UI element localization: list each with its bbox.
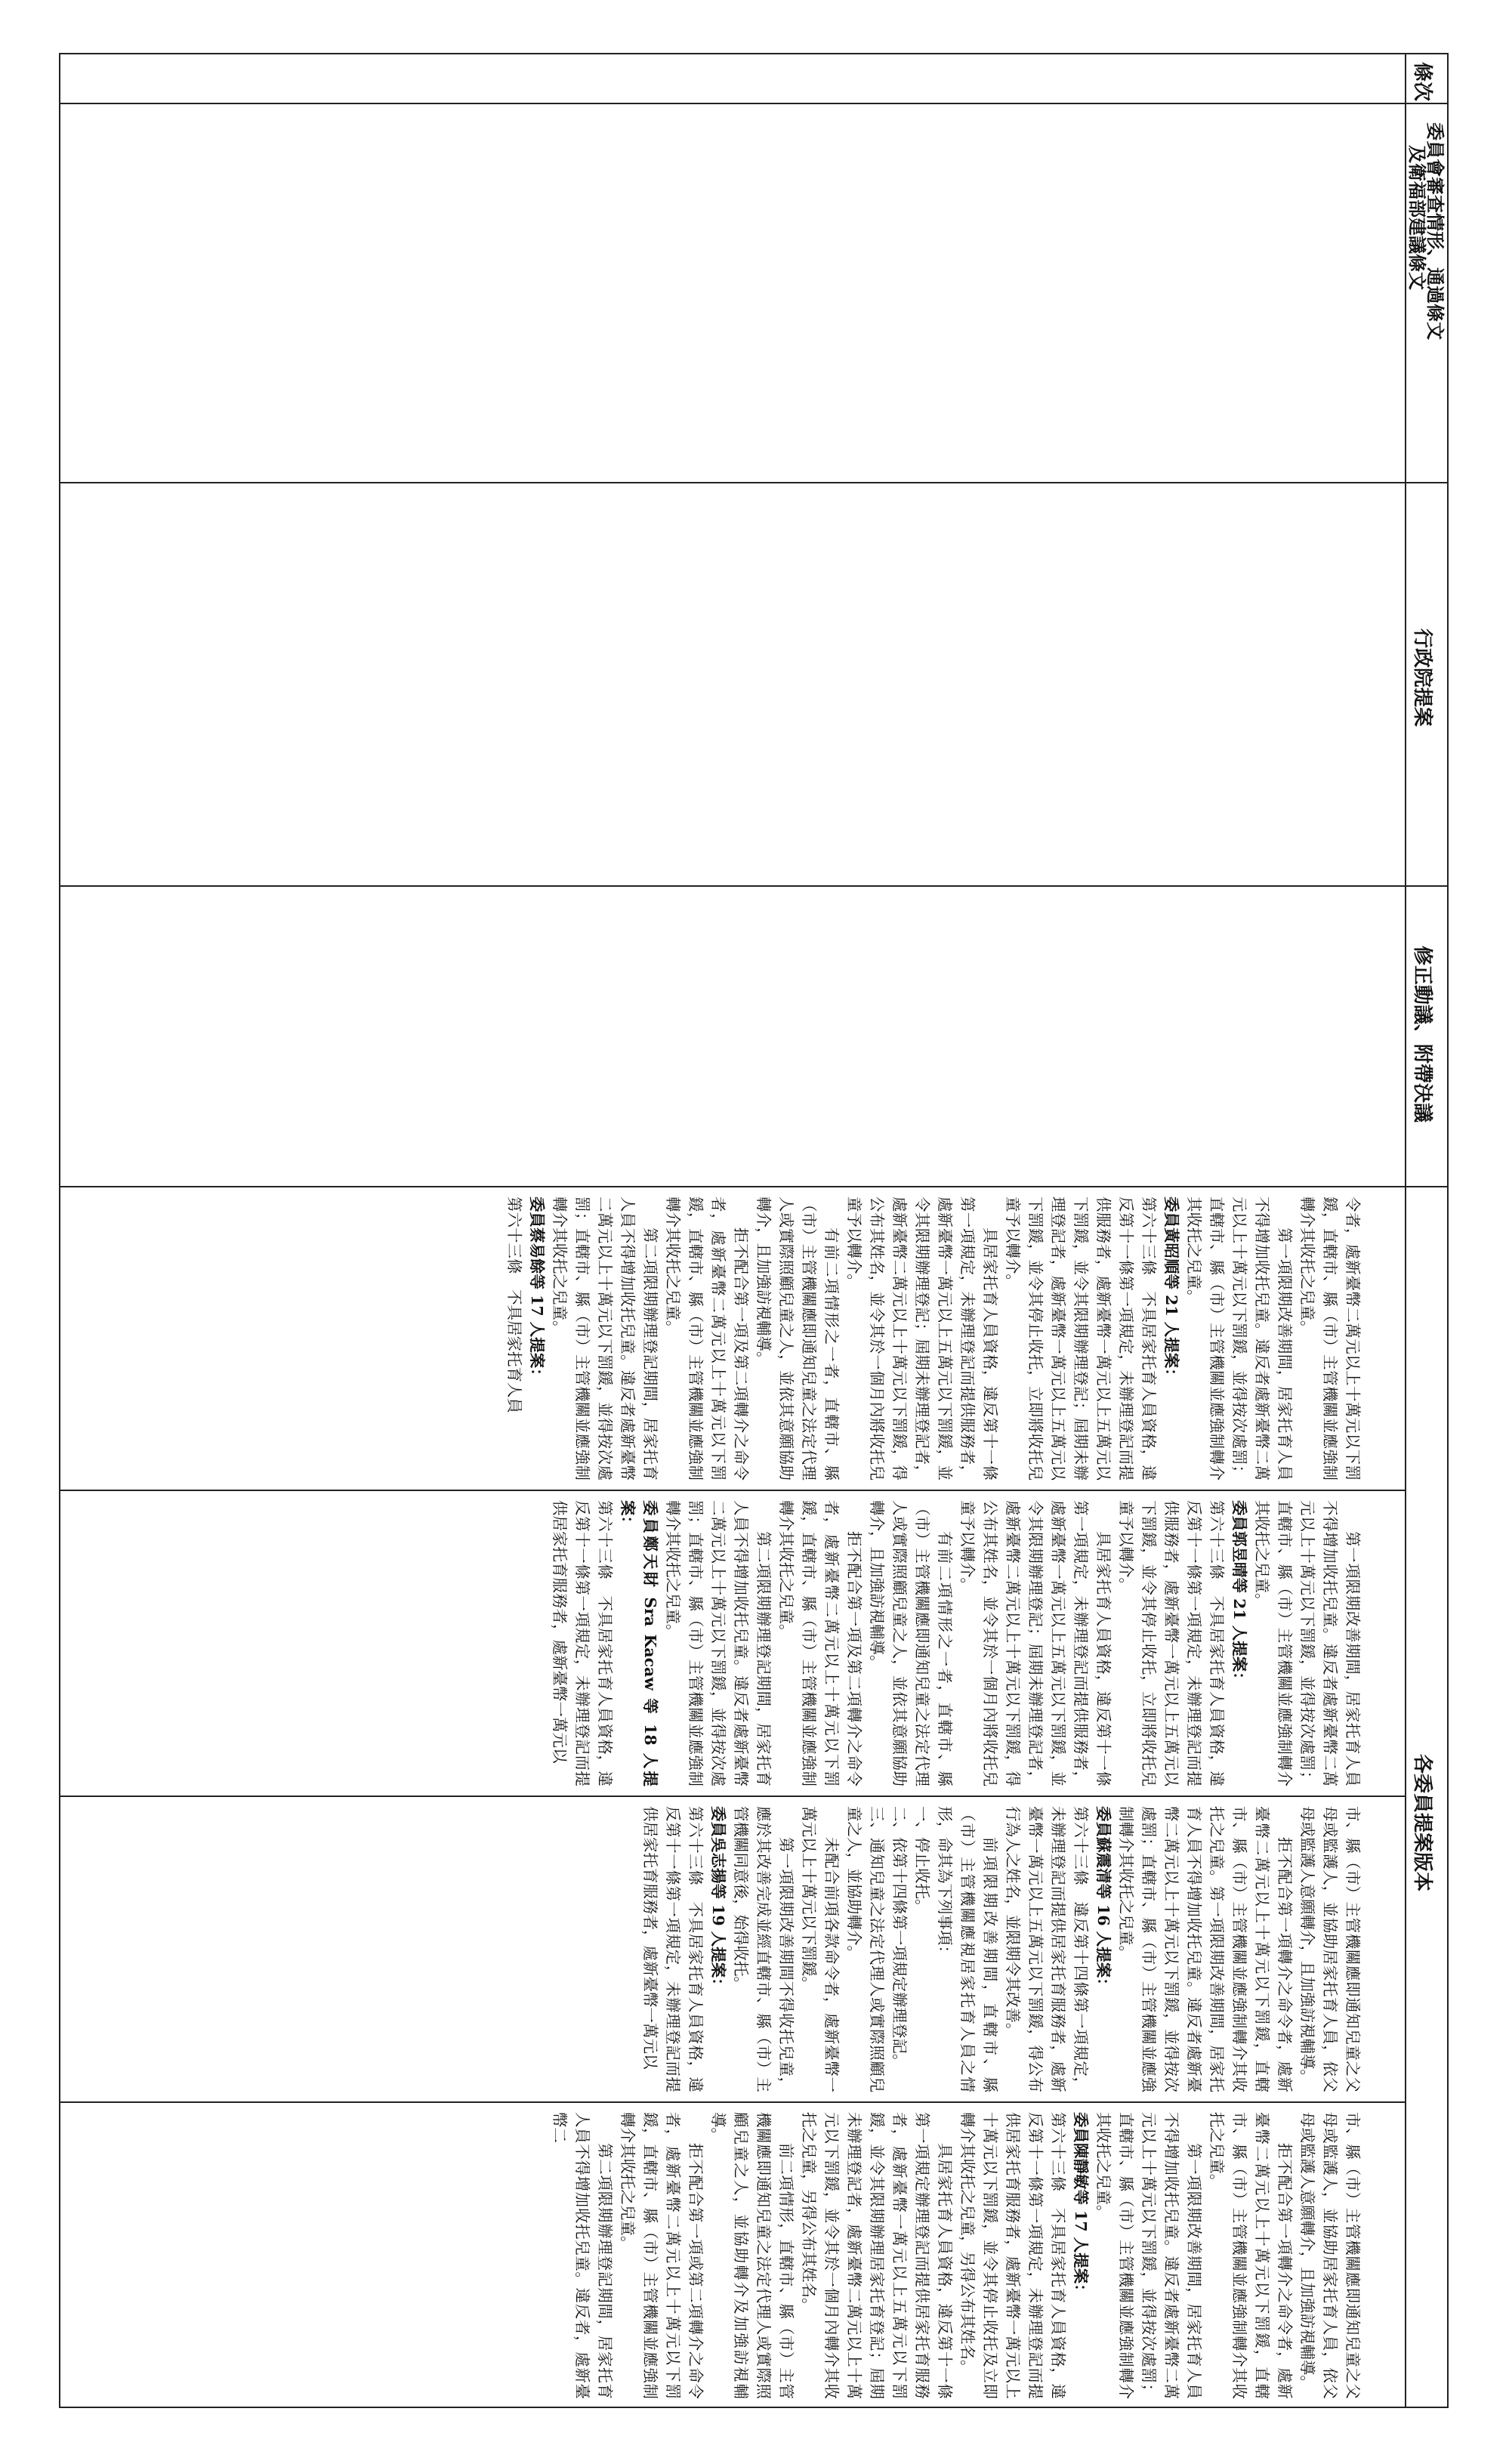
proposal-column-1: [76, 1187, 1364, 1490]
proposal-paragraph: 一、停止收托。: [913, 1806, 931, 1915]
proposal-paragraph: 拒不配合第一項轉介之命令者，處新臺幣二萬元以上十萬元以下罰鍰，直轄市、縣（市）主管機關並應強制轉介其收托之兒童。第一項限期改善期間，居家托育人員不得增加收托兒童。違反者處新臺幣二萬元以上十萬元以下罰鍰，並得按次處罰；直轄市、縣（市）主管機關並應強制轉介其收托之兒童。: [1117, 1806, 1294, 2092]
proposal-paragraph: 第六十三條 不具居家托育人員資格，違反第十一條第一項規定，未辦理登記而提供服務者，處新臺幣一萬元以上五萬元以下罰鍰，並令其限期辦理登記；屆期未辦理登記者，處新臺幣一萬元以上五萬元以下罰鍰，並令其停止收托，立即將收托兒童予以轉介。: [1004, 1196, 1158, 1481]
header-article: 條次: [1411, 62, 1433, 102]
proposer-heading: 委員蘇震清等 16 人提案：: [1094, 1806, 1112, 1993]
proposal-paragraph: 前項限期改善期間，直轄市、縣（市）主管機關應視居家托育人員之情形，命其為下列事項：: [936, 1806, 999, 2092]
header-review-line1: 委員會審查情形、通過條文: [1424, 122, 1446, 340]
proposal-paragraph: 第二項限期辦理登記期間，居家托育人員不得增加收托兒童。違反者處新臺幣二萬元以上十萬元以下罰鍰，並得按次處罰；直轄市、縣（市）主管機關並應強制轉介其收托之兒童。: [664, 1500, 773, 1786]
proposer-heading: 委員蔡易餘等 17 人提案：: [528, 1196, 546, 1384]
header-review: [1408, 122, 1444, 340]
proposal-paragraph: 第六十三條 不具居家托育人員資格，違反第十一條第一項規定，未辦理登記而提供居家托育服務者，處新臺幣一萬元以: [641, 1806, 705, 2092]
col-divider: [60, 482, 1447, 483]
col-divider: [60, 103, 1447, 104]
proposal-paragraph: 具居家托育人員資格，違反第十一條第一項規定辦理登記而提供居家托育服務者，處新臺幣一萬元以上五萬元以下罰鍰，並令其限期辦理居家托育登記；屆期未辦理登記者，處新臺幣二萬元以上十萬元以下罰鍰，並令其於一個月內轉介其收托之兒童，另得公布其姓名。: [800, 2112, 954, 2399]
proposal-paragraph: 前二項情形，直轄市、縣（市）主管機關應即通知兒童之法定代理人或實際照顧兒童之人，並協助轉介及加強訪視輔導。: [709, 2112, 795, 2399]
col-divider: [60, 885, 1447, 887]
proposal-paragraph: 拒不配合第一項及第二項轉介之命令者，處新臺幣二萬元以上十萬元以下罰鍰，直轄市、縣（市）主管機關並應強制轉介其收托之兒童。: [777, 1500, 863, 1786]
proposal-paragraph: 第一項限期改善期間，居家托育人員不得增加收托兒童。違反者處新臺幣二萬元以上十萬元以下罰鍰，並得按次處罰；直轄市、縣（市）主管機關並應強制轉介其收托之兒童。: [1094, 2112, 1203, 2399]
header-executive-yuan: 行政院提案: [1411, 628, 1433, 727]
proposal-paragraph: 有前二項情形之一者，直轄市、縣（市）主管機關應即通知兒童之法定代理人或實際照顧兒童之人，並依其意願協助轉介，且加強訪視輔導。: [754, 1196, 841, 1481]
proposal-paragraph: 具居家托育人員資格，違反第十一條第一項規定，未辦理登記而提供服務者，處新臺幣一萬元以上五萬元以下罰鍰，並令其限期辦理登記；屆期未辦理登記者，處新臺幣二萬元以上十萬元以下罰鍰，得公布其姓名，並令其於一個月內將收托兒童予以轉介。: [958, 1500, 1112, 1786]
comparison-table: [59, 53, 1449, 2408]
proposal-paragraph: 第二項限期辦理登記期間，居家托育人員不得增加收托兒童。違反者，處新臺幣二: [551, 2112, 614, 2399]
proposal-paragraph: 拒不配合第一項及第二項轉介之命令者，處新臺幣二萬元以上十萬元以下罰鍰，直轄市、縣（市）主管機關並應強制轉介其收托之兒童。: [664, 1196, 750, 1481]
proposer-heading: 委員郭昱晴等 21 人提案：: [1230, 1500, 1248, 1687]
proposal-column-4: [76, 2103, 1364, 2408]
proposal-paragraph: 拒不配合第一項或第二項轉介之命令者，處新臺幣二萬元以上十萬元以下罰鍰，直轄市、縣（市）主管機關並應強制轉介其收托之兒童。: [619, 2112, 705, 2399]
proposal-paragraph: 第一項限期改善期間，居家托育人員不得增加收托兒童。違反者處新臺幣二萬元以上十萬元以下罰鍰，並得按次處罰；直轄市、縣（市）主管機關並應強制轉介其收托之兒童。: [1185, 1196, 1294, 1481]
proposal-paragraph: 三、通知兒童之法定代理人或實際照顧兒童之人，並協助轉介。: [845, 1806, 886, 2092]
header-amendments: 修正動議、附帶決議: [1411, 946, 1433, 1123]
proposal-paragraph: 第一項限期改善期間不得收托兒童，應於其改善完成並經直轄市、縣（市）主管機關同意後，始得收托。: [732, 1806, 795, 2092]
proposal-column-3: [76, 1797, 1364, 2101]
proposal-paragraph: 有前二項情形之一者，直轄市、縣（市）主管機關應即通知兒童之法定代理人或實際照顧兒童之人，並依其意願協助轉介，且加強訪視輔導。: [868, 1500, 954, 1786]
proposal-paragraph: 未配合前項各款命令者，處新臺幣一萬元以上十萬元以下罰鍰。: [800, 1806, 841, 2092]
proposal-paragraph: 第六十三條 不具居家托育人員資格，違反第十一條第一項規定，未辦理登記而提供居家托育服務者，處新臺幣一萬元以上十萬元以下罰鍰，並令其停止收托及立即轉介其收托之兒童，另得公布其姓名。: [958, 2112, 1067, 2399]
proposer-heading: 委員陳靜敏等 17 人提案：: [1072, 2112, 1090, 2299]
proposal-paragraph: 市、縣（市）主管機關應即通知兒童之父母或監護人，並協助居家托育人員，依父母或監護人意願轉介，且加強訪視輔導。: [1298, 1806, 1362, 2092]
proposal-paragraph: 第一項限期改善期間，居家托育人員不得增加收托兒童。違反者處新臺幣二萬元以上十萬元以下罰鍰，並得按次處罰；直轄市、縣（市）主管機關並應強制轉介其收托之兒童。: [1253, 1500, 1362, 1786]
proposal-paragraph: 第六十三條 不具居家托育人員資格，違反第十一條第一項規定，未辦理登記而提供服務者，處新臺幣一萬元以上五萬元以下罰鍰，並令其停止收托，立即將收托兒童予以轉介。: [1117, 1500, 1226, 1786]
proposal-paragraph: 第二項限期辦理登記期間，居家托育人員不得增加收托兒童。違反者處新臺幣二萬元以上十萬元以下罰鍰，並得按次處罰；直轄市、縣（市）主管機關並應強制轉介其收托之兒童。: [551, 1196, 659, 1481]
proposal-paragraph: 令者，處新臺幣二萬元以上十萬元以下罰鍰，直轄市、縣（市）主管機關並應強制轉介其收托之兒童。: [1298, 1196, 1362, 1481]
proposal-paragraph: 第六十三條 不具居家托育人員: [505, 1196, 523, 1413]
proposal-paragraph: 市、縣（市）主管機關應即通知兒童之父母或監護人，並協助居家托育人員，依父母或監護人意願轉介，且加強訪視輔導。: [1298, 2112, 1362, 2399]
header-review-line2: 及衛福部建議條文: [1406, 145, 1428, 290]
proposal-column-2: [76, 1491, 1364, 1796]
proposal-paragraph: 第六十三條 違反第十四條第一項規定，未辦理登記而提供居家托育服務者，處新臺幣一萬元以上五萬元以下罰鍰，得公布行為人之姓名，並限期令其改善。: [1004, 1806, 1090, 2092]
proposal-paragraph: 拒不配合第一項轉介之命令者，處新臺幣二萬元以上十萬元以下罰鍰，直轄市、縣（市）主管機關並應強制轉介其收托之兒童。: [1208, 2112, 1294, 2399]
header-member-proposals: 各委員提案版本: [1411, 1754, 1433, 1892]
proposer-heading: 委員鄭天財 Sra Kacaw 等 18 人提案：: [619, 1500, 659, 1786]
proposer-heading: 委員吳志揚等 19 人提案：: [709, 1806, 727, 1993]
proposal-paragraph: 二、依第十四條第一項規定辦理登記。: [890, 1806, 909, 2070]
proposal-paragraph: 第六十三條 不具居家托育人員資格，違反第十一條第一項規定，未辦理登記而提供居家托育服務者，處新臺幣一萬元以: [551, 1500, 614, 1786]
header-divider: [1405, 54, 1406, 2407]
proposer-heading: 委員黃昭順等 21 人提案：: [1162, 1196, 1180, 1384]
proposal-paragraph: 具居家托育人員資格，違反第十一條第一項規定，未辦理登記而提供服務者，處新臺幣一萬元以上五萬元以下罰鍰，並令其限期辦理登記；屆期未辦理登記者，處新臺幣二萬元以上十萬元以下罰鍰，得公布其姓名，並令其於一個月內將收托兒童予以轉介。: [845, 1196, 999, 1481]
